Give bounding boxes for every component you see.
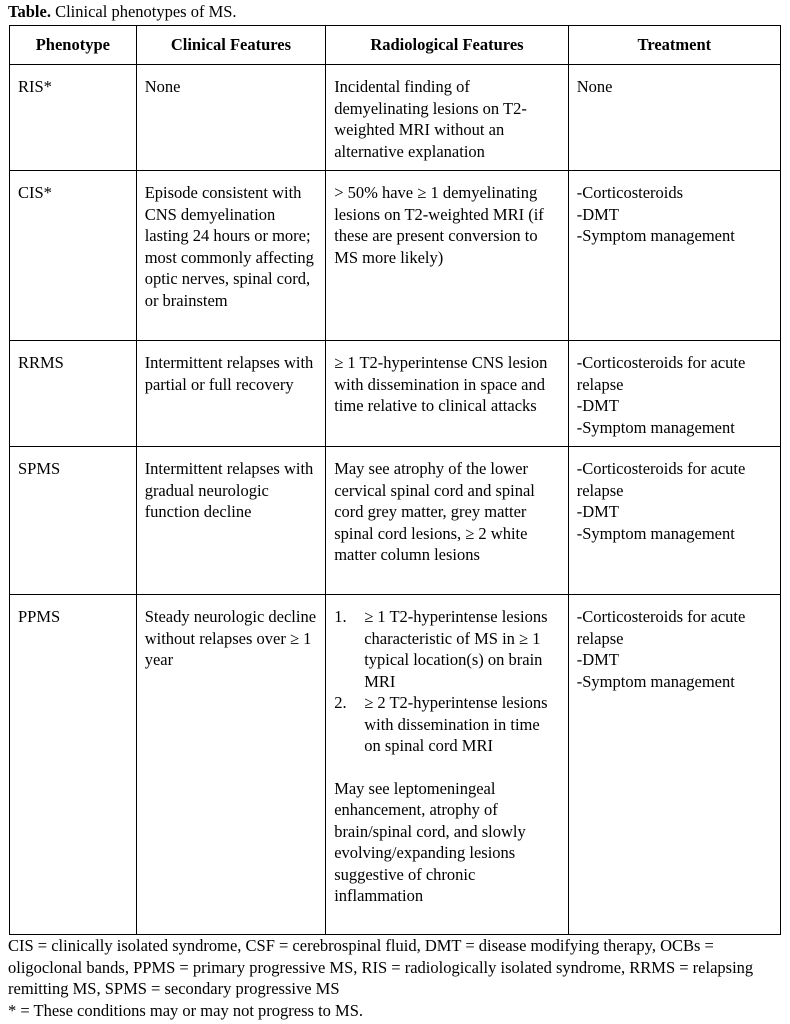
cell-treatment <box>568 341 780 447</box>
cell-phenotype: PPMS <box>10 595 137 935</box>
header-radiological-features: Radiological Features <box>326 26 569 65</box>
treatment-line: -DMT <box>576 396 619 415</box>
treatment-line: -Symptom management <box>576 671 735 691</box>
cell-clinical: Steady neurologic decline without relapses over ≥ 1 year <box>136 595 326 935</box>
cell-clinical: Intermittent relapses with partial or full recovery <box>136 341 326 447</box>
cell-radiological <box>326 595 569 935</box>
table-caption <box>8 2 237 22</box>
treatment-line: -DMT <box>576 502 619 521</box>
list-item <box>334 606 560 692</box>
cell-clinical: Episode consistent with CNS demyelination lasting 24 hours or more; most commonly affecting optic nerves, spinal cord, or brainstem <box>136 171 326 341</box>
treatment-line: -Symptom management <box>576 417 735 437</box>
caption-text: Clinical phenotypes of MS. <box>50 2 237 21</box>
cell-treatment <box>568 171 780 341</box>
list-text: ≥ 2 T2-hyperintense lesions with dissemination in time on spinal cord MRI <box>364 693 548 755</box>
treatment-line: -Corticosteroids for acute relapse <box>576 459 746 500</box>
table-row <box>10 341 781 447</box>
radiological-note: May see leptomeningeal enhancement, atrophy of brain/spinal cord, and slowly evolving/expanding lesions suggestive of chronic inflammation <box>334 778 526 905</box>
abbreviations-note: CIS = clinically isolated syndrome, CSF = cerebrospinal fluid, DMT = disease modifying therapy, OCBs = oligoclonal bands, PPMS = primary progressive MS, RIS = radiologically isolated syndrome, RRMS = relapsing remitting MS, SPMS = secondary progressive MS <box>8 936 754 998</box>
cell-treatment <box>568 447 780 595</box>
cell-phenotype: SPMS <box>10 447 137 595</box>
header-phenotype: Phenotype <box>10 26 137 65</box>
table-row <box>10 447 781 595</box>
asterisk-note: * = These conditions may or may not progress to MS. <box>8 1000 364 1020</box>
paragraph-gap <box>334 757 560 778</box>
treatment-line: -Corticosteroids for acute relapse <box>576 353 746 394</box>
cell-radiological: May see atrophy of the lower cervical spinal cord and spinal cord grey matter, grey matter spinal cord lesions, ≥ 2 white matter column lesions <box>326 447 569 595</box>
header-clinical-features: Clinical Features <box>136 26 326 65</box>
treatment-line: -Symptom management <box>576 226 735 245</box>
cell-phenotype: CIS* <box>10 171 137 341</box>
treatment-line: -DMT <box>576 650 619 669</box>
cell-phenotype: RIS* <box>10 65 137 171</box>
cell-radiological: ≥ 1 T2-hyperintense CNS lesion with dissemination in space and time relative to clinical attacks <box>326 341 569 447</box>
cell-treatment <box>568 595 780 935</box>
table-row <box>10 595 781 935</box>
table-footnotes <box>8 935 782 1021</box>
caption-label: Table. <box>8 2 51 21</box>
treatment-line: -Symptom management <box>576 523 735 543</box>
cell-clinical: None <box>136 65 326 171</box>
phenotypes-table <box>9 25 781 935</box>
list-number: 1. <box>334 607 347 626</box>
cell-radiological: > 50% have ≥ 1 demyelinating lesions on T2-weighted MRI (if these are present conversion to MS more likely) <box>326 171 569 341</box>
table-header-row <box>10 26 781 65</box>
cell-treatment <box>568 65 780 171</box>
list-item <box>334 692 560 757</box>
table-row <box>10 171 781 341</box>
treatment-line: -Corticosteroids <box>576 183 684 202</box>
treatment-line: -DMT <box>576 204 619 224</box>
list-text: ≥ 1 T2-hyperintense lesions characteristic of MS in ≥ 1 typical location(s) on brain MRI <box>364 607 548 691</box>
treatment-line: -Corticosteroids for acute relapse <box>576 607 746 648</box>
cell-phenotype: RRMS <box>10 341 137 447</box>
criteria-list <box>334 606 560 757</box>
header-treatment: Treatment <box>568 26 780 65</box>
list-number: 2. <box>334 693 347 712</box>
table-row <box>10 65 781 171</box>
cell-radiological: Incidental finding of demyelinating lesions on T2-weighted MRI without an alternative explanation <box>326 65 569 171</box>
treatment-line: None <box>576 77 613 96</box>
cell-clinical: Intermittent relapses with gradual neurologic function decline <box>136 447 326 595</box>
